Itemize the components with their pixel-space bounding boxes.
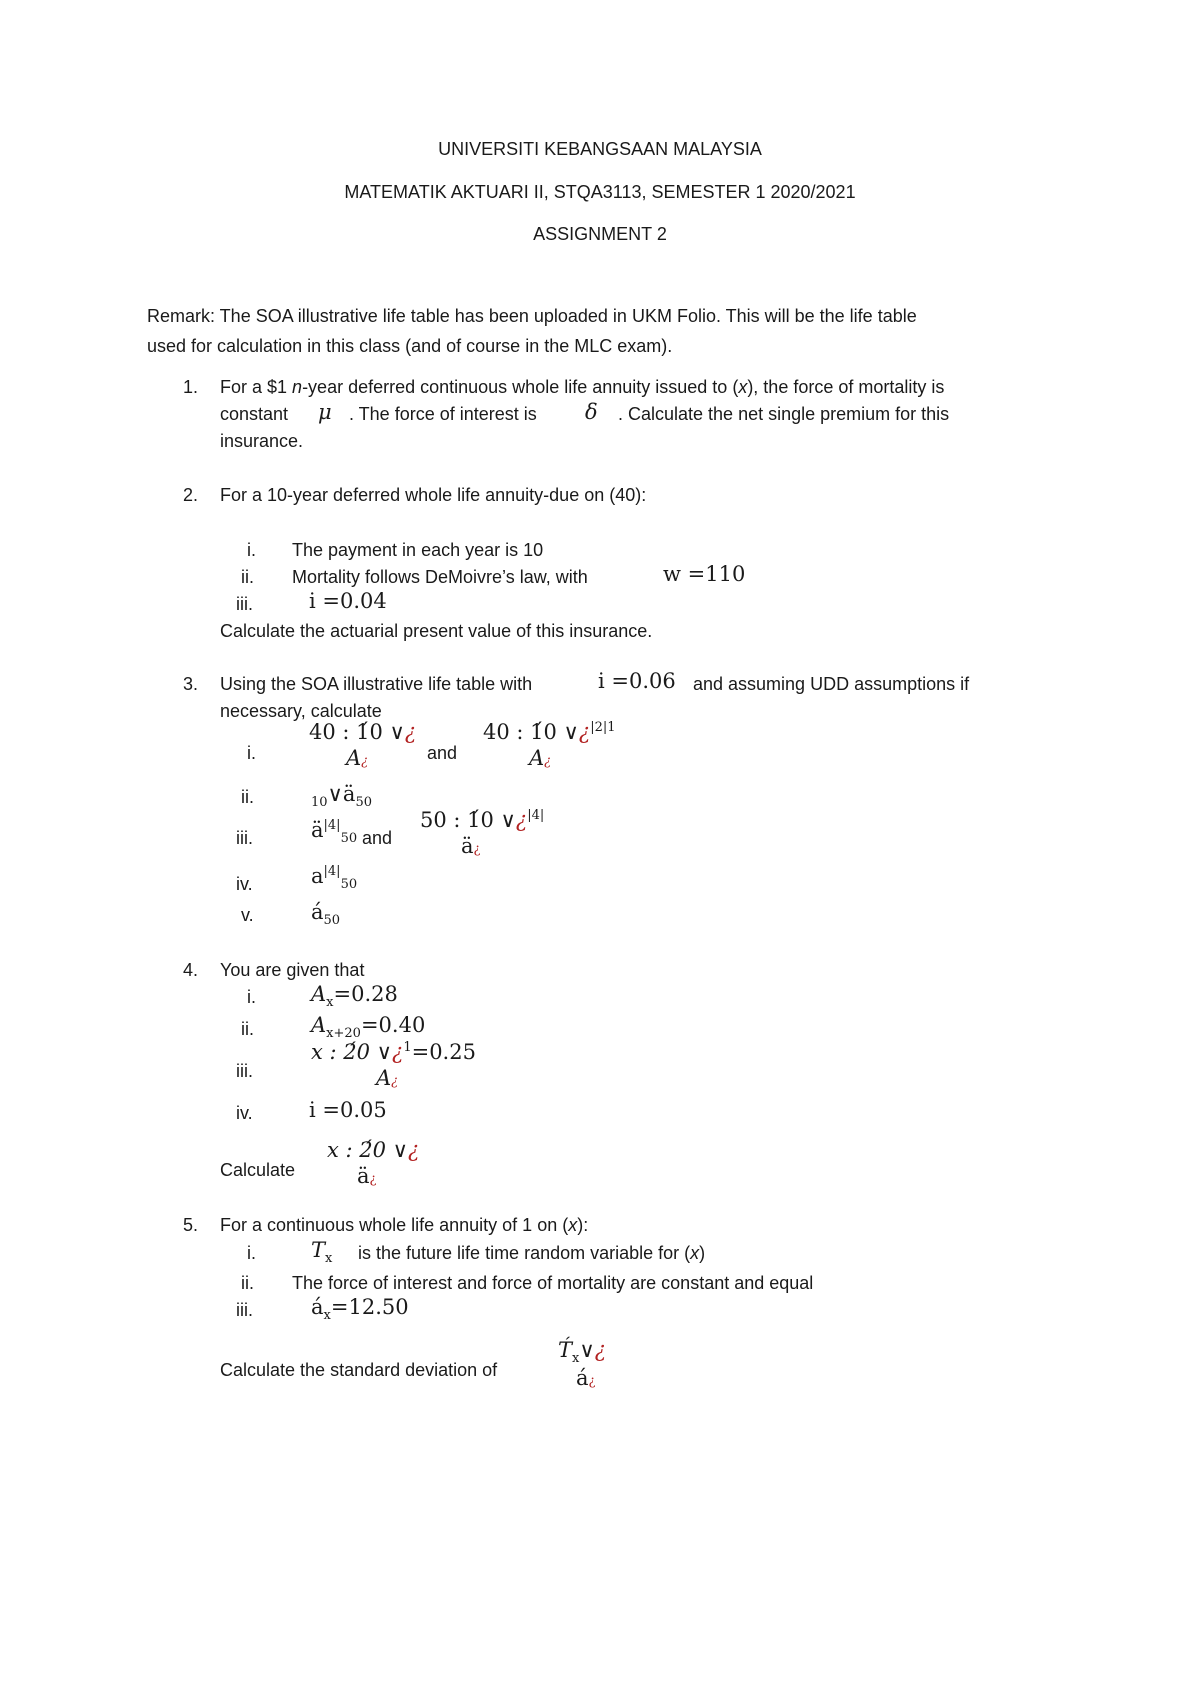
q4-number: 4. (183, 960, 199, 980)
q3-formula-iii-b: 50 : 1́0 ∨¿$^{|4|}$ (420, 808, 545, 832)
q3-formula-v: $á_{50}$ (311, 900, 341, 929)
q3-i-equation: i =0.06 (598, 669, 676, 693)
course-title: MATEMATIK AKTUARI II, STQA3113, SEMESTER 1 2020/2021 (344, 182, 856, 202)
q1-line-2b: . The force of interest is (349, 404, 537, 424)
q4-formula-ii: $A_{x+20}=0.40$ (311, 1013, 426, 1042)
university-title: UNIVERSITI KEBANGSAAN MALAYSIA (438, 139, 762, 159)
q5-formula-iii: $á_x=12.50$ (311, 1295, 409, 1324)
q4-target-formula-base: ä¿ (357, 1164, 377, 1188)
q4-intro: You are given that (220, 960, 365, 980)
q2-number: 2. (183, 485, 199, 505)
q5-roman-ii: ii. (241, 1273, 254, 1293)
q2-w-equation: w =110 (663, 562, 746, 586)
q3-roman-i: i. (247, 743, 256, 763)
q2-roman-i: i. (247, 540, 256, 560)
q4-roman-iv: iv. (236, 1103, 253, 1123)
q3-roman-ii: ii. (241, 787, 254, 807)
q2-i-equation: i =0.04 (309, 589, 387, 613)
q3-formula-ii: $_{10}\vee ä_{50}$ (311, 782, 372, 811)
q2-intro: For a 10-year deferred whole life annuity-due on (40): (220, 485, 647, 505)
q3-roman-iii: iii. (236, 828, 253, 848)
q4-formula-iv: i =0.05 (309, 1098, 387, 1122)
q3-formula-iii-b-base: ä¿ (461, 834, 481, 858)
q4-formula-iii-base: A¿ (376, 1066, 399, 1090)
q4-target-formula: x : 2́0 ∨¿ (327, 1138, 420, 1162)
q4-formula-i: $A_x=0.28$ (311, 982, 398, 1011)
q4-formula-iii: x : 2́0 ∨¿$^1$=0.25 (311, 1040, 476, 1064)
q3-line-1a: Using the SOA illustrative life table with (220, 674, 533, 694)
q3-formula-iv: $a^{|4|}_{50}$ (311, 864, 358, 893)
q1-line-3: insurance. (220, 431, 304, 451)
q5-intro: For a continuous whole life annuity of 1 on (x): (220, 1215, 589, 1235)
q5-target-formula: $T́_x\vee¿$ (558, 1338, 606, 1367)
q2-item-ii: Mortality follows DeMoivre’s law, with (292, 567, 588, 587)
q5-number: 5. (183, 1215, 199, 1235)
q3-line-1b: and assuming UDD assumptions if (693, 674, 970, 694)
q3-and-2: and (362, 828, 393, 848)
q5-item-ii: The force of interest and force of mortality are constant and equal (292, 1273, 814, 1293)
q1-line-2c: . Calculate the net single premium for this (618, 404, 950, 424)
q3-number: 3. (183, 674, 199, 694)
delta-symbol: δ (585, 400, 598, 424)
mu-symbol: μ (318, 400, 332, 424)
q3-line-2: necessary, calculate (220, 701, 382, 721)
q5-roman-iii: iii. (236, 1300, 253, 1320)
q3-roman-iv: iv. (236, 874, 253, 894)
q3-formula-endowment-base: A¿ (346, 746, 369, 770)
q1-line-2: constant (220, 404, 289, 424)
q3-roman-v: v. (241, 905, 254, 925)
q5-formula-i: $T_x$ (311, 1238, 333, 1267)
q2-closing: Calculate the actuarial present value of this insurance. (220, 621, 653, 641)
q2-roman-ii: ii. (241, 567, 254, 587)
q3-formula-iii-a: $ä^{|4|}_{50}$ (311, 818, 358, 847)
remark-line-2: used for calculation in this class (and of course in the MLC exam). (147, 336, 673, 356)
remark-line-1: Remark: The SOA illustrative life table has been uploaded in UKM Folio. This will be the life table (147, 306, 917, 326)
q2-item-i: The payment in each year is 10 (292, 540, 544, 560)
q5-item-i-text: is the future life time random variable for (x) (358, 1243, 706, 1263)
q5-target-formula-base: á¿ (576, 1366, 596, 1390)
q3-formula-endowment: 40 : 1́0 ∨¿ (309, 720, 417, 744)
q1-number: 1. (183, 377, 199, 397)
q2-roman-iii: iii. (236, 594, 253, 614)
q3-and-1: and (427, 743, 458, 763)
assignment-title: ASSIGNMENT 2 (533, 224, 667, 244)
q3-formula-deferred-base: A¿ (529, 746, 552, 770)
q5-closing: Calculate the standard deviation of (220, 1360, 498, 1380)
q3-formula-deferred: 40 : 1́0 ∨¿$^{|2|1}$ (483, 720, 616, 744)
q1-line-1: For a $1 n-year deferred continuous whole life annuity issued to (x), the force of mortality is (220, 377, 945, 397)
q5-roman-i: i. (247, 1243, 256, 1263)
q4-roman-iii: iii. (236, 1061, 253, 1081)
q4-roman-ii: ii. (241, 1019, 254, 1039)
q4-calculate-label: Calculate (220, 1160, 296, 1180)
q4-roman-i: i. (247, 987, 256, 1007)
